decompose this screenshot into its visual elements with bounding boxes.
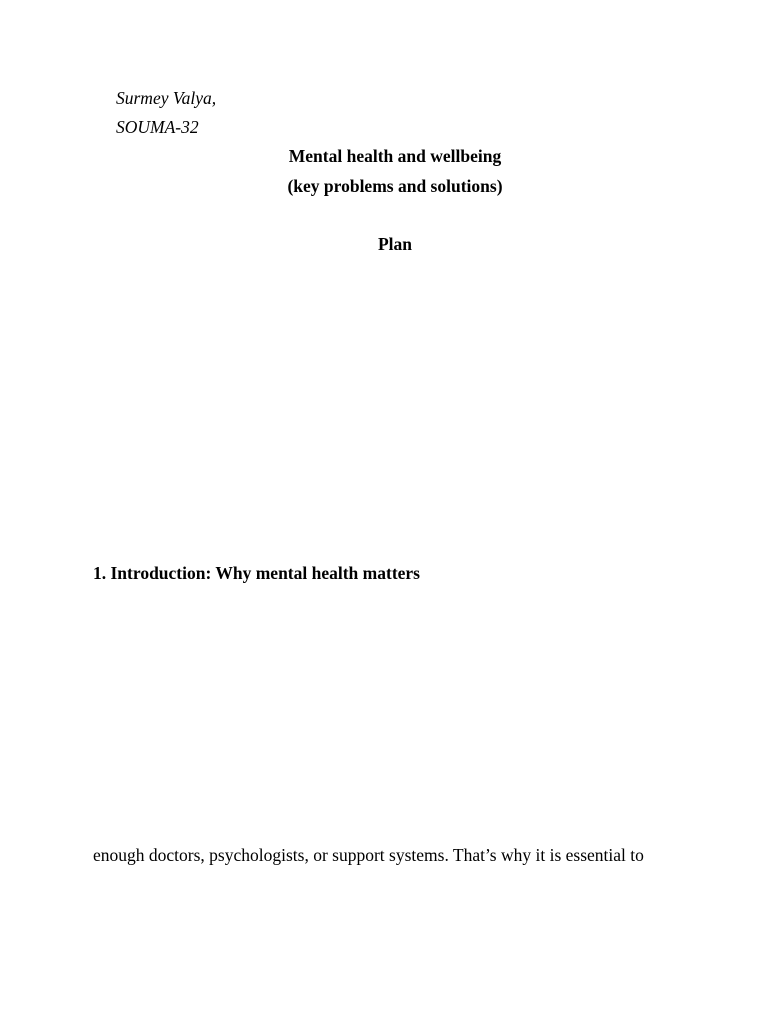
plan-heading: Plan bbox=[377, 234, 413, 254]
body-text-line: enough doctors, psychologists, or support systems. That’s why it is essential to bbox=[93, 845, 644, 865]
document-title-line-2: (key problems and solutions) bbox=[287, 176, 503, 196]
document-title-line-1: Mental health and wellbeing bbox=[288, 146, 502, 166]
author-name: Surmey Valya, bbox=[116, 88, 217, 108]
author-group: SOUMA-32 bbox=[116, 117, 199, 137]
section-heading-introduction: 1. Introduction: Why mental health matters bbox=[93, 563, 420, 583]
